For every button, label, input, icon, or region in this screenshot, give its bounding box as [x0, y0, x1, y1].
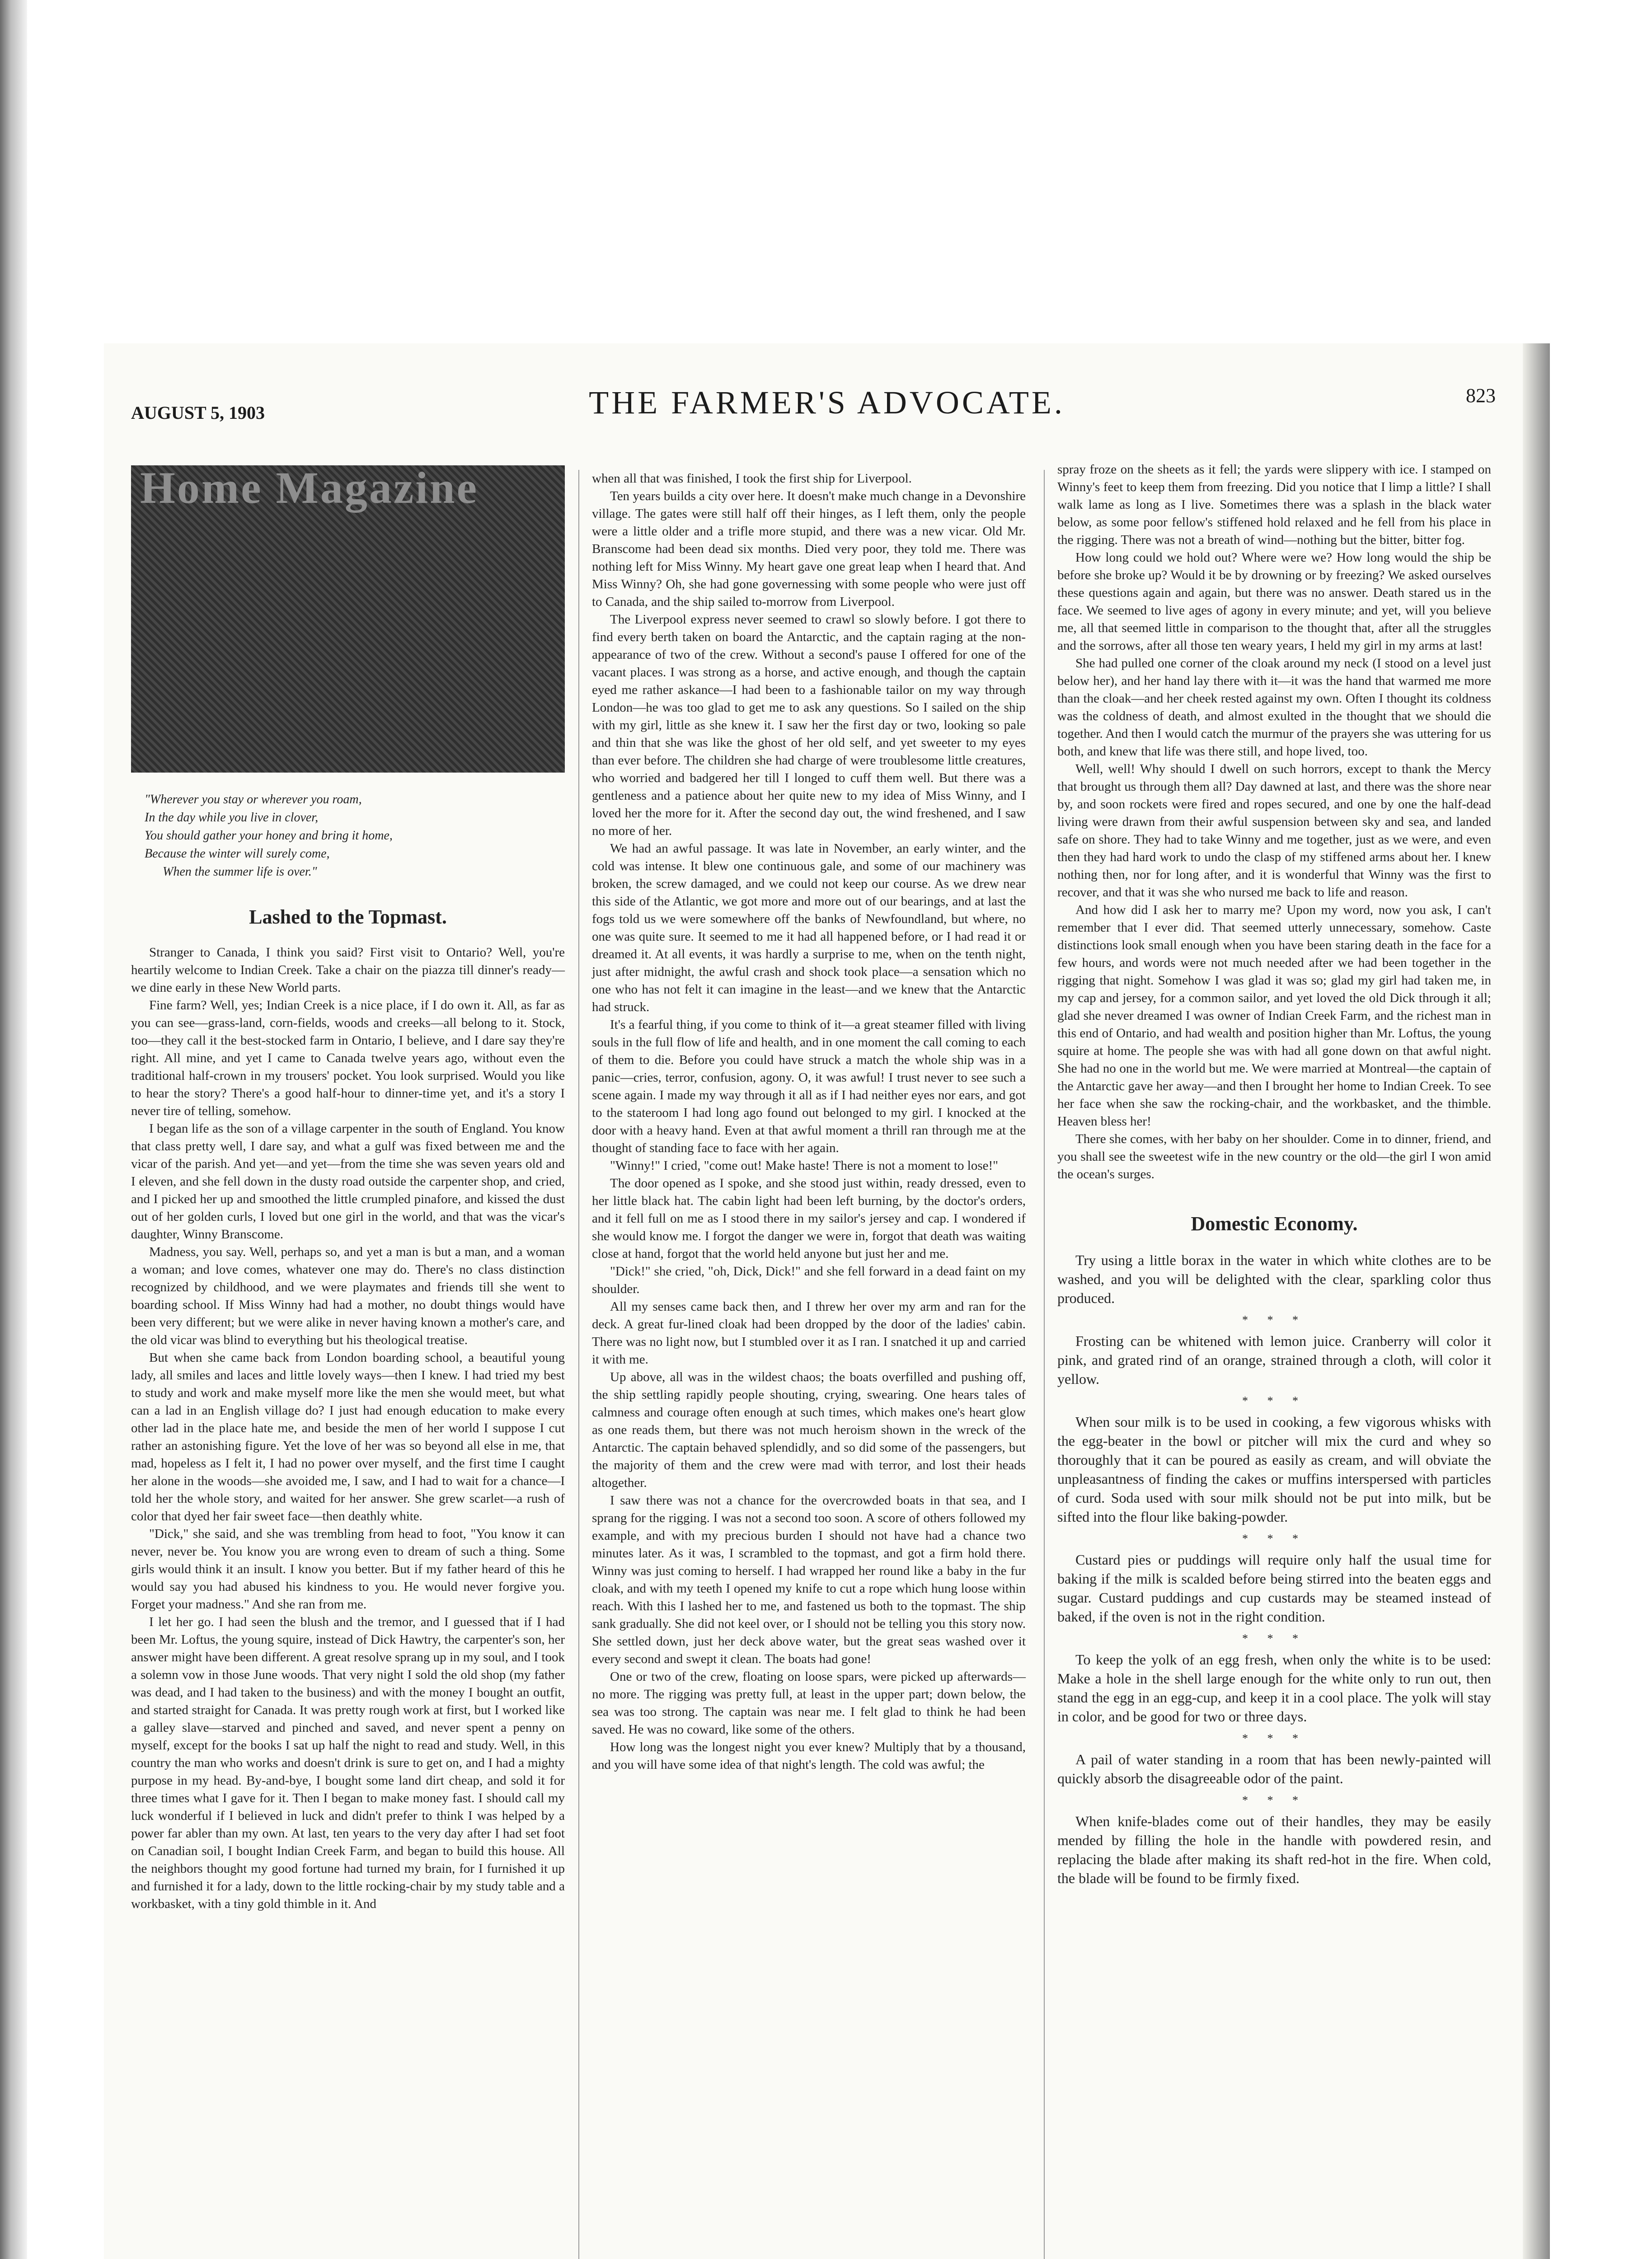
column-2: [592, 470, 1026, 1774]
story-paragraph: The door opened as I spoke, and she stood just within, ready dressed, even to her little black hat. The cabin light had been left burning, by the doctor's orders, and it fell full on me as I stood there in my sailor's jersey and cap. I wondered if she would know me. I forgot the danger we were in, forgot that death was waiting close at hand, forgot that the world held anyone but just her and me.: [592, 1176, 1026, 1261]
story-paragraph: I began life as the son of a village carpenter in the south of England. You know that class pretty well, I dare say, and what a gulf was fixed between me and the vicar of the parish. And yet—and yet—from the time she was seven years old and I eleven, and she fell down in the dusty road outside the carpenter shop, and cried, and I picked her up and smoothed the little crumpled pinafore, and kissed the dust out of her golden curls, I loved but one girl in the world, and that was the vicar's daughter, Winny Branscome.: [131, 1121, 565, 1242]
verse-line: When the summer life is over.": [163, 865, 317, 879]
story-paragraph: Stranger to Canada, I think you said? First visit to Ontario? Well, you're heartily welcome to Indian Creek. Take a chair on the piazza till dinner's ready—we dine early in these New World parts.: [131, 945, 565, 995]
story-paragraph: "Winny!" I cried, "come out! Make haste! There is not a moment to lose!": [610, 1158, 999, 1173]
story-paragraph: Well, well! Why should I dwell on such horrors, except to thank the Mercy that brought us through them all? Day dawned at last, and there was the shore near by, and soon rockets were fired and ropes secured, and one by one the half-dead living were drawn from their awful suspension between sky and sea, and landed safe on shore. They had to take Winny and me together, just as we were, and even then they had hard work to undo the clasp of my stiffened arms about her. I knew nothing then, nor for long after, and it is wonderful that Winny was the first to recover, and that it was she who nursed me back to life and reason.: [1057, 762, 1491, 900]
opening-verse: [145, 791, 565, 881]
banner-title: Home Magazine: [140, 465, 479, 513]
story-paragraph: How long could we hold out? Where were we? How long would the ship be before she broke up? Would it be by drowning or by freezing? We asked ourselves these questions again and again, but there was no answer. Death stared us in the face. We seemed to live ages of agony in every minute; and yet, will you believe me, all that seemed little in comparison to the thought that, after all the struggles and the sorrows, after all those ten weary years, I held my girl in my arms at last!: [1057, 550, 1491, 653]
page-fold-shadow: [1523, 343, 1550, 2259]
story-paragraph: Madness, you say. Well, perhaps so, and yet a man is but a man, and a woman a woman; and love comes, whatever one may do. There's no class distinction recognized by childhood, and we were playmates and friends till she went to boarding school. If Miss Winny had had a mother, no doubt things would have been very different; but we were alike in never having known a mother's care, and the old vicar was blind to everything but his theological treatise.: [131, 1245, 565, 1347]
story-paragraph: Up above, all was in the wildest chaos; the boats overfilled and pushing off, the ship settling rapidly people shouting, crying, swearing. One hears tales of calmness and courage often enough at such times, which makes one's heart glow as one reads them, but there was not much heroism shown in the wreck of the Antarctic. The captain behaved splendidly, and so did some of the passengers, but the majority of them and the crew were mad with terror, and lost their heads altogether.: [592, 1370, 1026, 1490]
section-ornament: * * *: [1242, 1794, 1306, 1807]
column-1: [131, 465, 565, 1913]
story-paragraph: And how did I ask her to marry me? Upon my word, now you ask, I can't remember that I ever did. That seemed utterly unnecessary, somehow. Caste distinctions look small enough when you have been staring death in the face for a few hours, and words were not much needed after we had been together in the rigging that night. Somehow I was glad it was so; glad my girl had taken me, in my cap and jersey, for a common sailor, and yet loved the old Dick through it all; glad she never dreamed I was owner of Indian Creek Farm, and the richest man in this end of Ontario, and had wealth and position higher than Mr. Loftus, the young squire at home. The people she was with had all gone down on that awful night. She had no one in the world but me. We were married at Montreal—the captain of the Antarctic gave her away—and then I brought her home to Indian Creek. To see her face when she saw the rocking-chair, and the workbasket, and the thimble. Heaven bless her!: [1057, 903, 1491, 1129]
verse-line: You should gather your honey and bring it home,: [145, 829, 393, 843]
home-magazine-banner: [131, 465, 565, 773]
story-paragraph: It's a fearful thing, if you come to think of it—a great steamer filled with living souls in the full flow of life and health, and in one moment the call coming to each of them to die. Before you could have struck a match the whole ship was in a panic—cries, terror, confusion, agony. O, it was awful! I trust never to see such a scene again. I made my way through it all as if I had neither eyes nor ears, and got to the stateroom I had long ago found out belonged to my girl. I knocked at the door with a heavy hand. Even at that awful moment a thrill ran through me at the thought of standing face to face with her again.: [592, 1017, 1026, 1155]
story-paragraph: We had an awful passage. It was late in November, an early winter, and the cold was intense. It blew one continuous gale, and some of our machinery was broken, the screw damaged, and we could not keep our course. As we drew near this side of the Atlantic, we got more and more out of our bearings, and at last the fogs told us we were somewhere off the banks of Newfoundland, but where, no one was quite sure. It seemed to me it had all happened before, or I had read it or dreamed it. At all events, it was hardly a surprise to me, when on the tenth night, just after midnight, the awful crash and shock took place—a sensation which no one who has not felt it can imagine in the least—and we knew that the Antarctic had struck.: [592, 841, 1026, 1014]
economy-tip: When sour milk is to be used in cooking, a few vigorous whisks with the egg-beater in the bowl or pitcher will mix the curd and whey so thoroughly that it can be poured as easily as cream, and will obviate the unpleasantness of finding the cakes or muffins interspersed with particles of curd. Soda used with sour milk should not be put into milk, but be sifted into the flour like baking-powder.: [1057, 1414, 1491, 1525]
scan-edge: [0, 0, 27, 2259]
story-paragraph: But when she came back from London boarding school, a beautiful young lady, all smiles and laces and little lovely ways—then I knew. I had tried my best to study and work and make myself more like the men she would meet, but what can a lad in an English village do? I just had enough education to make every other lad in the place hate me, and beside the men of her world I suppose I cut rather an astonishing figure. Yet the love of her was so beyond all else in me, that mad, hopeless as I felt it, I had no power over myself, and the first time I caught her alone in the woods—she avoided me, I saw, and I had to wait for a chance—I told her the whole story, and waited for her answer. She grew scarlet—a rush of color that dyed her fair sweet face—then deathly white.: [131, 1350, 565, 1523]
section-ornament: * * *: [1242, 1313, 1306, 1326]
section-ornament: * * *: [1242, 1394, 1306, 1407]
story-paragraph: There she comes, with her baby on her shoulder. Come in to dinner, friend, and you shall see the sweetest wife in the new country or the old—the girl I won amid the ocean's surges.: [1057, 1132, 1491, 1181]
story-title: Lashed to the Topmast.: [249, 906, 447, 928]
economy-title: Domestic Economy.: [1191, 1213, 1358, 1235]
economy-tip: When knife-blades come out of their handles, they may be easily mended by filling the hole in the handle with powdered resin, and replacing the blade after making its shaft red-hot in the fire. When cold, the blade will be found to be firmly fixed.: [1057, 1813, 1491, 1886]
economy-section: [1057, 1251, 1491, 1888]
economy-tip: Frosting can be whitened with lemon juice. Cranberry will color it pink, and grated rind of an orange, strained through a cloth, will color it yellow.: [1057, 1333, 1491, 1387]
economy-tip: Try using a little borax in the water in which white clothes are to be washed, and you will be delighted with the clear, sparkling color thus produced.: [1057, 1252, 1491, 1306]
column-rule: [578, 470, 579, 2259]
section-ornament: * * *: [1242, 1632, 1306, 1645]
section-ornament: * * *: [1242, 1732, 1306, 1745]
story-paragraph: "Dick!" she cried, "oh, Dick, Dick!" and she fell forward in a dead faint on my shoulder.: [592, 1264, 1026, 1296]
economy-tip: To keep the yolk of an egg fresh, when only the white is to be used: Make a hole in the shell large enough for the white only to run out, then stand the egg in an egg-cup, and keep it in a cool place. The yolk will stay in color, and be good for two or three days.: [1057, 1651, 1491, 1725]
economy-tip: A pail of water standing in a room that has been newly-painted will quickly absorb the disagreeable odor of the paint.: [1057, 1751, 1491, 1786]
page-number: 823: [1466, 384, 1496, 407]
column-rule: [1044, 470, 1045, 2259]
issue-date: AUGUST 5, 1903: [131, 403, 265, 423]
story-paragraph: I saw there was not a chance for the overcrowded boats in that sea, and I sprang for the rigging. I was not a second too soon. A score of others followed my example, and with my precious burden I should not have had a chance two minutes later. As it was, I scrambled to the topmast, and got a firm hold there. Winny was just coming to herself. I had wrapped her round like a baby in the fur cloak, and with my teeth I opened my knife to cut a rope which hung loose within reach. With this I lashed her to me, and fastened us both to the topmast. The ship sank gradually. She did not keel over, or I should not be telling you this story now. She settled down, just her deck above water, but the great seas washed over it every second and swept it clean. The boats had gone!: [592, 1493, 1026, 1666]
story-paragraph: Ten years builds a city over here. It doesn't make much change in a Devonshire village. The gates were still half off their hinges, as I left them, only the people were a little older and a trifle more stupid, and there was a new vicar. Old Mr. Branscome had been dead six months. Died very poor, they told me. There was nothing left for Miss Winny. My heart gave one great leap when I heard that. And Miss Winny? Oh, she had gone governessing with some people who were just off to Canada, and the ship sailed to-morrow from Liverpool.: [592, 489, 1026, 609]
masthead-title: THE FARMER'S ADVOCATE.: [589, 384, 1065, 421]
story-paragraph: "Dick," she said, and she was trembling from head to foot, "You know it can never, never be. You know you are wrong even to dream of such a thing. Some girls would think it an insult. I know you better. But if my father heard of this he would say you had abused his kindness to you. He would never forgive you. Forget your madness." And she ran from me.: [131, 1527, 565, 1612]
story-paragraph: spray froze on the sheets as it fell; the yards were slippery with ice. I stamped on Winny's feet to keep them from freezing. Did you notice that I limp a little? I shall walk lame as long as I live. Sometimes there was a splash in the black water below, as some poor fellow's stiffened hold relaxed and he fell from his place in the rigging. There was not a breath of wind—nothing but the bitter, bitter fog.: [1057, 462, 1491, 547]
verse-line: "Wherever you stay or wherever you roam,: [145, 792, 362, 806]
economy-tip: Custard pies or puddings will require only half the usual time for baking if the milk is scalded before being stirred into the beaten eggs and sugar. Custard puddings and cup custards may be steamed instead of baked, if the oven is not in the right condition.: [1057, 1551, 1491, 1625]
section-ornament: * * *: [1242, 1532, 1306, 1545]
story-paragraph: Fine farm? Well, yes; Indian Creek is a nice place, if I do own it. All, as far as you can see—grass-land, corn-fields, woods and creeks—all belong to it. Stock, too—they call it the best-stocked farm in Ontario, I believe, and I dare say they're right. All mine, and yet I came to Canada twelve years ago, without even the traditional half-crown in my trousers' pocket. You look surprised. Would you like to hear the story? There's a good half-hour to dinner-time yet, and it's a story I never tire of telling, somehow.: [131, 998, 565, 1118]
story-paragraph: One or two of the crew, floating on loose spars, were picked up afterwards—no more. The rigging was pretty full, at least in the upper part; down below, the sea was too strong. The captain was near me. I felt glad to think he had been saved. He was no coward, like some of the others.: [592, 1669, 1026, 1737]
story-paragraph: How long was the longest night you ever knew? Multiply that by a thousand, and you will have some idea of that night's length. The cold was awful; the: [592, 1740, 1026, 1772]
verse-line: Because the winter will surely come,: [145, 847, 330, 861]
story-paragraph: She had pulled one corner of the cloak around my neck (I stood on a level just below her), and her hand lay there with it—it was the hand that warmed me more than the cloak—and her cheek rested against my own. Often I thought its coldness was the coldness of death, and almost exulted in the thought that we should die together. And then I would catch the murmur of the prayers she was uttering for us both, and knew that life was there still, and hope lived, too.: [1057, 656, 1491, 759]
story-paragraph: when all that was finished, I took the first ship for Liverpool.: [592, 471, 912, 486]
column-3: [1057, 461, 1491, 1891]
story-paragraph: I let her go. I had seen the blush and the tremor, and I guessed that if I had been Mr. Loftus, the young squire, instead of Dick Hawtry, the carpenter's son, her answer might have been different. A great resolve sprang up in my soul, and I took a solemn vow in those June woods. That very night I sold the old shop (my father was dead, and I had taken to the business) and with the money I bought an outfit, and started straight for Canada. It was pretty rough work at first, but I worked like a galley slave—starved and pinched and saved, and never spent a penny on myself, except for the books I sat up half the night to read and study. Well, in this country the man who works and doesn't drink is sure to get on, and I had a mighty purpose in my head. By-and-bye, I bought some land dirt cheap, and sold it for three times what I gave for it. Then I began to make money fast. I should call my luck wonderful if I believed in luck and didn't prefer to think I was helped by a power far abler than my own. At last, ten years to the very day after I had set foot on Canadian soil, I bought Indian Creek Farm, and began to build this house. All the neighbors thought my good fortune had turned my brain, for I furnished it up and furnished it for a lady, down to the little rocking-chair by my study table and a workbasket, with a tiny gold thimble in it. And: [131, 1615, 565, 1911]
verse-line: In the day while you live in clover,: [145, 811, 319, 825]
story-paragraph: All my senses came back then, and I threw her over my arm and ran for the deck. A great fur-lined cloak had been dropped by the door of the ladies' cabin. There was no light now, but I stumbled over it as I ran. I snatched it up and carried it with me.: [592, 1299, 1026, 1367]
newspaper-page: [104, 343, 1550, 2259]
story-paragraph: The Liverpool express never seemed to crawl so slowly before. I got there to find every berth taken on board the Antarctic, and the captain raging at the non-appearance of two of the crew. Without a second's pause I offered for one of the vacant places. I was strong as a horse, and active enough, and though the captain eyed me rather askance—I had been to a fashionable tailor on my way through London—he was too glad to get me to ask any questions. So I sailed on the ship with my girl, little as she knew it. I saw her the first day or two, looking so pale and thin that she was like the ghost of her old self, and yet sweeter to my eyes than ever before. The children she had charge of were troublesome little creatures, who worried and badgered her till I longed to cuff them well. But there was a gentleness and a patience about her quite new to my idea of Miss Winny, and I loved her the more for it. After the second day out, the wind freshened, and I saw no more of her.: [592, 612, 1026, 838]
